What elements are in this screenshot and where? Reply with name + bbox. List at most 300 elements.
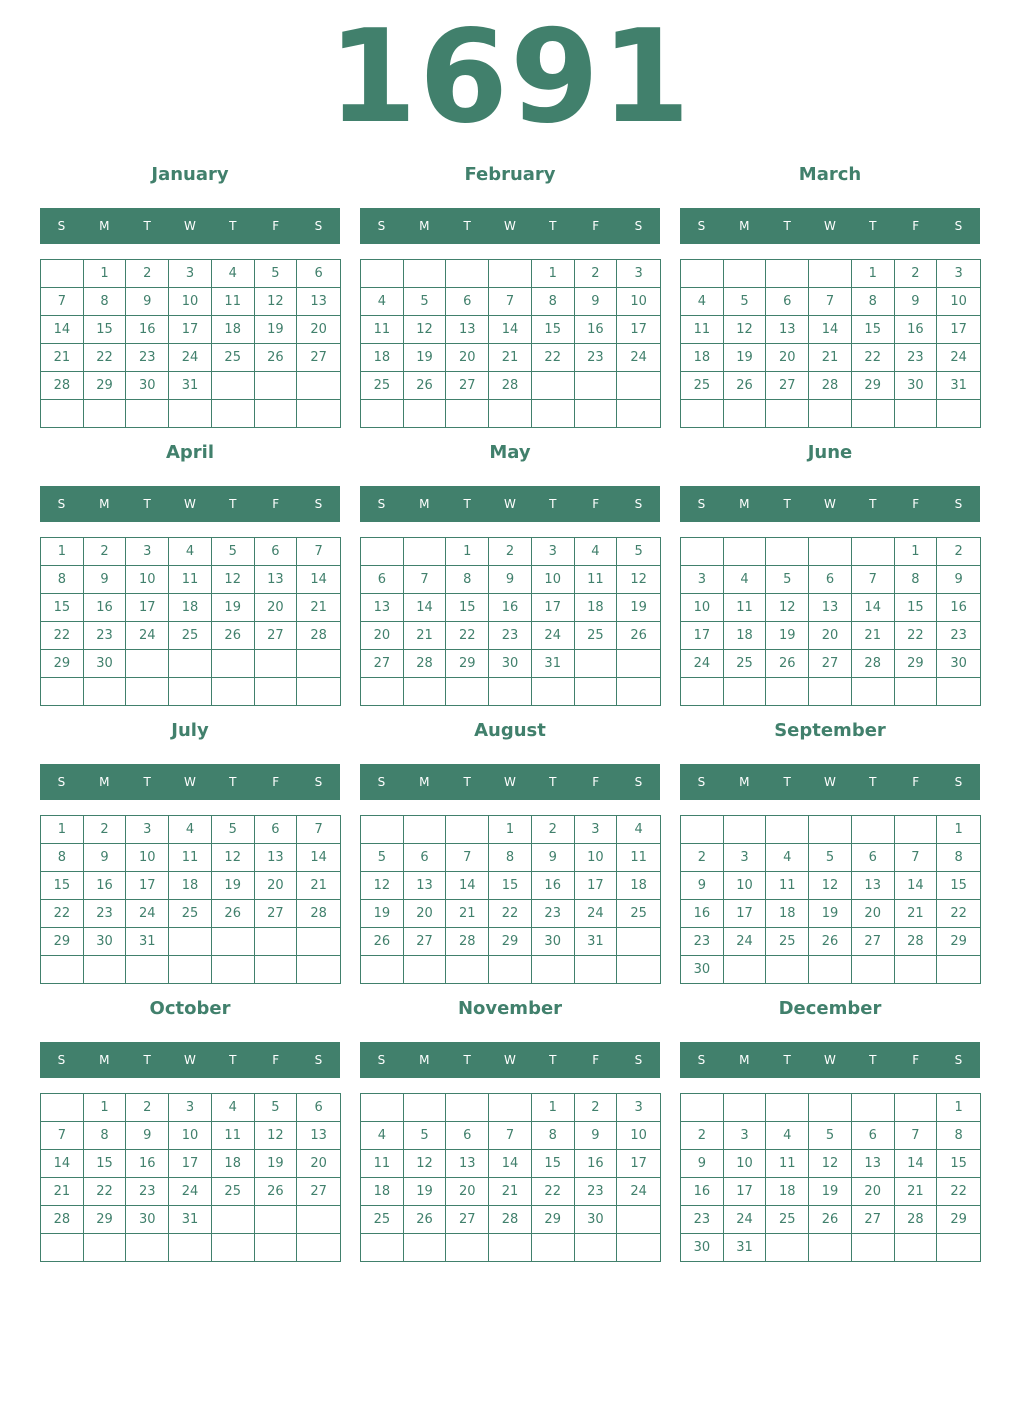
weekday-label: M xyxy=(739,775,750,789)
day-cell: 13 xyxy=(446,1150,489,1178)
weekday-label: M xyxy=(99,775,110,789)
day-cell: 4 xyxy=(212,260,255,288)
day-cell xyxy=(361,538,404,566)
weekday-label: S xyxy=(57,775,66,789)
day-cell: 7 xyxy=(297,538,340,566)
weekday-label: W xyxy=(824,497,836,511)
day-cell: 12 xyxy=(255,1122,298,1150)
day-cell xyxy=(404,260,447,288)
day-cell: 28 xyxy=(297,900,340,928)
day-cell xyxy=(937,678,980,705)
weekday-label: M xyxy=(99,219,110,233)
day-cell xyxy=(852,1094,895,1122)
day-cell: 18 xyxy=(169,872,212,900)
day-cell: 19 xyxy=(404,1178,447,1206)
day-cell xyxy=(84,1234,127,1261)
day-cell xyxy=(681,400,724,427)
day-cell: 14 xyxy=(809,316,852,344)
day-cell: 26 xyxy=(255,1178,298,1206)
day-cell: 6 xyxy=(852,844,895,872)
day-cell: 6 xyxy=(446,288,489,316)
day-cell: 17 xyxy=(575,872,618,900)
day-cell: 22 xyxy=(84,344,127,372)
day-cell: 3 xyxy=(937,260,980,288)
day-cell: 13 xyxy=(809,594,852,622)
day-cell xyxy=(617,400,660,427)
day-cell: 11 xyxy=(361,316,404,344)
day-cell: 16 xyxy=(937,594,980,622)
weekday-header xyxy=(680,764,980,800)
day-cell: 30 xyxy=(681,956,724,983)
day-cell xyxy=(446,1234,489,1261)
day-cell xyxy=(809,260,852,288)
day-cell xyxy=(575,372,618,400)
day-cell: 16 xyxy=(84,872,127,900)
day-grid xyxy=(680,1093,981,1262)
day-cell xyxy=(212,650,255,678)
day-cell xyxy=(617,956,660,983)
day-cell: 9 xyxy=(575,288,618,316)
day-cell: 7 xyxy=(404,566,447,594)
day-cell: 5 xyxy=(404,288,447,316)
day-cell xyxy=(361,956,404,983)
day-cell: 30 xyxy=(84,650,127,678)
day-cell: 4 xyxy=(169,538,212,566)
weekday-header xyxy=(40,1042,340,1078)
day-cell: 13 xyxy=(404,872,447,900)
day-cell: 20 xyxy=(255,872,298,900)
day-cell xyxy=(297,956,340,983)
day-cell: 26 xyxy=(212,622,255,650)
weekday-label: T xyxy=(229,219,237,233)
day-cell xyxy=(361,1234,404,1261)
day-cell: 26 xyxy=(404,1206,447,1234)
month-name: February xyxy=(464,164,556,185)
day-cell: 29 xyxy=(937,928,980,956)
weekday-label: T xyxy=(143,497,151,511)
day-cell: 24 xyxy=(617,1178,660,1206)
weekday-label: S xyxy=(634,1053,643,1067)
day-cell: 8 xyxy=(41,844,84,872)
day-cell: 27 xyxy=(809,650,852,678)
day-cell: 9 xyxy=(575,1122,618,1150)
day-cell: 21 xyxy=(489,344,532,372)
weekday-label: T xyxy=(229,497,237,511)
weekday-label: S xyxy=(377,497,386,511)
day-cell xyxy=(852,538,895,566)
day-cell: 23 xyxy=(575,344,618,372)
day-cell: 10 xyxy=(169,288,212,316)
day-cell: 3 xyxy=(575,816,618,844)
weekday-label: S xyxy=(314,219,323,233)
day-cell: 6 xyxy=(255,538,298,566)
month-name: June xyxy=(807,442,853,463)
weekday-label: F xyxy=(592,497,600,511)
day-cell: 19 xyxy=(809,900,852,928)
day-cell: 14 xyxy=(895,872,938,900)
day-cell: 18 xyxy=(212,316,255,344)
day-cell: 14 xyxy=(895,1150,938,1178)
day-cell: 5 xyxy=(255,260,298,288)
day-cell: 25 xyxy=(766,928,809,956)
weekday-label: F xyxy=(912,497,920,511)
day-cell xyxy=(766,1234,809,1261)
day-cell: 1 xyxy=(84,260,127,288)
day-cell: 9 xyxy=(937,566,980,594)
day-cell: 23 xyxy=(681,1206,724,1234)
day-cell: 22 xyxy=(937,900,980,928)
day-cell: 23 xyxy=(126,1178,169,1206)
day-cell xyxy=(809,956,852,983)
month-name: April xyxy=(165,442,215,463)
day-cell: 8 xyxy=(489,844,532,872)
day-cell xyxy=(575,1234,618,1261)
weekday-label: S xyxy=(314,775,323,789)
day-cell: 23 xyxy=(489,622,532,650)
weekday-label: W xyxy=(504,497,516,511)
day-cell: 2 xyxy=(489,538,532,566)
day-cell: 24 xyxy=(681,650,724,678)
day-cell: 27 xyxy=(297,344,340,372)
day-cell: 13 xyxy=(766,316,809,344)
day-cell: 7 xyxy=(41,288,84,316)
day-cell: 3 xyxy=(126,538,169,566)
weekday-label: M xyxy=(419,219,430,233)
day-cell: 31 xyxy=(937,372,980,400)
day-cell: 1 xyxy=(84,1094,127,1122)
day-cell: 2 xyxy=(126,1094,169,1122)
day-cell xyxy=(895,678,938,705)
day-cell xyxy=(212,1234,255,1261)
day-cell: 26 xyxy=(766,650,809,678)
day-cell: 19 xyxy=(255,1150,298,1178)
day-cell: 25 xyxy=(212,344,255,372)
day-cell: 15 xyxy=(852,316,895,344)
day-cell: 15 xyxy=(937,1150,980,1178)
day-cell: 6 xyxy=(255,816,298,844)
day-cell xyxy=(255,956,298,983)
day-cell: 19 xyxy=(766,622,809,650)
day-cell: 31 xyxy=(169,1206,212,1234)
day-cell: 3 xyxy=(126,816,169,844)
day-cell: 6 xyxy=(404,844,447,872)
day-cell: 7 xyxy=(895,1122,938,1150)
day-cell: 1 xyxy=(532,260,575,288)
year-title: 1691 xyxy=(327,3,693,152)
weekday-label: T xyxy=(549,775,557,789)
day-cell: 6 xyxy=(446,1122,489,1150)
weekday-label: S xyxy=(634,497,643,511)
day-cell xyxy=(489,1094,532,1122)
weekday-label: S xyxy=(697,775,706,789)
day-cell: 23 xyxy=(681,928,724,956)
day-cell: 5 xyxy=(361,844,404,872)
day-cell: 22 xyxy=(532,1178,575,1206)
day-cell: 11 xyxy=(681,316,724,344)
day-cell: 28 xyxy=(489,372,532,400)
day-cell: 28 xyxy=(895,928,938,956)
day-cell xyxy=(937,956,980,983)
day-cell: 27 xyxy=(446,372,489,400)
day-cell: 24 xyxy=(169,344,212,372)
day-cell: 6 xyxy=(809,566,852,594)
day-cell xyxy=(937,1234,980,1261)
day-cell xyxy=(852,400,895,427)
weekday-header xyxy=(40,208,340,244)
day-cell xyxy=(404,400,447,427)
weekday-label: M xyxy=(419,775,430,789)
day-cell: 24 xyxy=(532,622,575,650)
day-cell xyxy=(297,1206,340,1234)
day-grid xyxy=(360,1093,661,1262)
day-cell xyxy=(297,1234,340,1261)
day-cell: 17 xyxy=(169,1150,212,1178)
month-name: January xyxy=(151,164,229,185)
day-cell xyxy=(895,956,938,983)
day-grid xyxy=(40,1093,341,1262)
day-cell: 15 xyxy=(895,594,938,622)
day-cell: 14 xyxy=(297,844,340,872)
day-cell: 14 xyxy=(41,1150,84,1178)
day-cell: 26 xyxy=(617,622,660,650)
day-cell xyxy=(361,400,404,427)
day-cell: 22 xyxy=(937,1178,980,1206)
month-name: July xyxy=(171,720,209,741)
day-cell: 8 xyxy=(895,566,938,594)
day-cell xyxy=(895,1234,938,1261)
day-cell: 8 xyxy=(532,1122,575,1150)
day-cell: 10 xyxy=(126,844,169,872)
day-cell: 1 xyxy=(852,260,895,288)
day-cell xyxy=(895,400,938,427)
day-cell: 29 xyxy=(489,928,532,956)
day-cell: 21 xyxy=(404,622,447,650)
day-cell: 12 xyxy=(212,844,255,872)
weekday-header xyxy=(40,764,340,800)
day-cell: 12 xyxy=(255,288,298,316)
day-cell: 1 xyxy=(532,1094,575,1122)
day-cell: 17 xyxy=(126,594,169,622)
day-cell: 10 xyxy=(532,566,575,594)
day-cell xyxy=(766,816,809,844)
day-cell: 25 xyxy=(169,622,212,650)
day-cell xyxy=(489,956,532,983)
day-cell: 3 xyxy=(169,260,212,288)
day-cell: 17 xyxy=(169,316,212,344)
day-cell: 29 xyxy=(41,928,84,956)
day-cell: 18 xyxy=(361,344,404,372)
day-cell: 22 xyxy=(446,622,489,650)
day-cell: 5 xyxy=(809,1122,852,1150)
day-cell: 25 xyxy=(361,1206,404,1234)
day-cell xyxy=(255,650,298,678)
day-cell: 28 xyxy=(41,1206,84,1234)
weekday-label: W xyxy=(824,775,836,789)
weekday-label: S xyxy=(57,219,66,233)
day-cell: 12 xyxy=(361,872,404,900)
weekday-label: S xyxy=(954,775,963,789)
weekday-header xyxy=(680,208,980,244)
day-cell: 5 xyxy=(404,1122,447,1150)
day-cell: 15 xyxy=(41,872,84,900)
day-cell: 16 xyxy=(575,1150,618,1178)
day-cell: 9 xyxy=(489,566,532,594)
day-cell: 17 xyxy=(724,900,767,928)
day-cell: 3 xyxy=(681,566,724,594)
day-cell: 26 xyxy=(404,372,447,400)
day-cell xyxy=(575,650,618,678)
day-cell xyxy=(489,400,532,427)
day-cell: 22 xyxy=(41,900,84,928)
day-cell: 28 xyxy=(895,1206,938,1234)
day-cell: 3 xyxy=(617,1094,660,1122)
day-cell: 7 xyxy=(489,288,532,316)
day-cell xyxy=(255,372,298,400)
day-cell: 11 xyxy=(212,288,255,316)
day-cell: 8 xyxy=(84,288,127,316)
day-cell: 17 xyxy=(617,1150,660,1178)
day-cell: 30 xyxy=(126,372,169,400)
day-cell xyxy=(766,538,809,566)
day-cell: 27 xyxy=(852,928,895,956)
weekday-label: T xyxy=(869,219,877,233)
weekday-label: W xyxy=(824,219,836,233)
day-grid xyxy=(40,815,341,984)
day-cell: 10 xyxy=(937,288,980,316)
weekday-label: T xyxy=(783,219,791,233)
weekday-label: T xyxy=(869,497,877,511)
day-cell: 21 xyxy=(297,872,340,900)
weekday-label: M xyxy=(739,219,750,233)
weekday-label: S xyxy=(697,219,706,233)
weekday-label: W xyxy=(184,1053,196,1067)
day-cell xyxy=(361,260,404,288)
weekday-label: F xyxy=(592,775,600,789)
day-cell: 16 xyxy=(575,316,618,344)
day-cell xyxy=(617,1234,660,1261)
day-cell: 24 xyxy=(724,928,767,956)
weekday-label: S xyxy=(954,497,963,511)
day-cell: 18 xyxy=(617,872,660,900)
day-cell: 19 xyxy=(212,872,255,900)
day-cell xyxy=(84,956,127,983)
day-cell: 13 xyxy=(255,566,298,594)
day-cell xyxy=(212,678,255,705)
day-cell: 21 xyxy=(297,594,340,622)
day-cell: 7 xyxy=(852,566,895,594)
weekday-label: T xyxy=(463,219,471,233)
day-cell xyxy=(532,400,575,427)
day-cell: 28 xyxy=(41,372,84,400)
day-cell: 14 xyxy=(489,316,532,344)
day-cell: 9 xyxy=(681,1150,724,1178)
day-cell: 17 xyxy=(724,1178,767,1206)
day-cell xyxy=(41,956,84,983)
day-cell: 9 xyxy=(126,1122,169,1150)
weekday-label: F xyxy=(272,1053,280,1067)
day-cell: 15 xyxy=(84,1150,127,1178)
day-cell: 9 xyxy=(681,872,724,900)
day-cell: 15 xyxy=(41,594,84,622)
weekday-label: W xyxy=(504,1053,516,1067)
day-cell xyxy=(212,928,255,956)
weekday-header xyxy=(360,208,660,244)
day-cell: 20 xyxy=(297,316,340,344)
day-cell: 23 xyxy=(937,622,980,650)
day-cell xyxy=(766,400,809,427)
day-cell: 12 xyxy=(212,566,255,594)
day-cell xyxy=(766,956,809,983)
weekday-header xyxy=(360,1042,660,1078)
day-cell: 7 xyxy=(41,1122,84,1150)
day-cell: 13 xyxy=(255,844,298,872)
day-cell: 31 xyxy=(126,928,169,956)
day-cell: 30 xyxy=(532,928,575,956)
day-cell: 15 xyxy=(532,316,575,344)
day-cell: 18 xyxy=(724,622,767,650)
day-cell: 18 xyxy=(361,1178,404,1206)
month-name: May xyxy=(489,442,531,463)
day-cell xyxy=(169,400,212,427)
day-cell: 7 xyxy=(895,844,938,872)
weekday-label: S xyxy=(697,497,706,511)
day-cell: 18 xyxy=(681,344,724,372)
day-cell: 28 xyxy=(446,928,489,956)
day-cell: 20 xyxy=(404,900,447,928)
day-cell xyxy=(361,816,404,844)
day-cell: 17 xyxy=(681,622,724,650)
day-cell xyxy=(937,400,980,427)
day-cell xyxy=(212,400,255,427)
day-cell xyxy=(41,1234,84,1261)
day-cell xyxy=(617,928,660,956)
day-cell xyxy=(297,650,340,678)
day-cell xyxy=(532,372,575,400)
day-cell: 9 xyxy=(126,288,169,316)
day-cell: 30 xyxy=(937,650,980,678)
day-cell: 24 xyxy=(724,1206,767,1234)
weekday-header xyxy=(680,1042,980,1078)
day-cell xyxy=(724,260,767,288)
day-cell xyxy=(126,956,169,983)
day-cell: 25 xyxy=(169,900,212,928)
day-cell: 16 xyxy=(681,900,724,928)
day-cell xyxy=(212,956,255,983)
day-cell xyxy=(809,816,852,844)
day-cell: 27 xyxy=(852,1206,895,1234)
day-cell: 14 xyxy=(297,566,340,594)
day-cell: 4 xyxy=(361,1122,404,1150)
day-cell: 24 xyxy=(617,344,660,372)
day-cell: 21 xyxy=(895,900,938,928)
day-cell: 6 xyxy=(297,260,340,288)
day-cell: 11 xyxy=(169,566,212,594)
month-name: October xyxy=(149,998,231,1019)
day-cell: 8 xyxy=(937,1122,980,1150)
weekday-label: T xyxy=(229,775,237,789)
day-cell: 12 xyxy=(404,1150,447,1178)
day-cell: 6 xyxy=(297,1094,340,1122)
day-cell xyxy=(446,1094,489,1122)
day-cell: 5 xyxy=(212,816,255,844)
day-cell: 29 xyxy=(84,372,127,400)
day-cell xyxy=(404,1094,447,1122)
weekday-label: M xyxy=(99,497,110,511)
day-cell: 16 xyxy=(489,594,532,622)
weekday-header xyxy=(40,486,340,522)
day-cell: 1 xyxy=(446,538,489,566)
day-cell: 9 xyxy=(84,566,127,594)
